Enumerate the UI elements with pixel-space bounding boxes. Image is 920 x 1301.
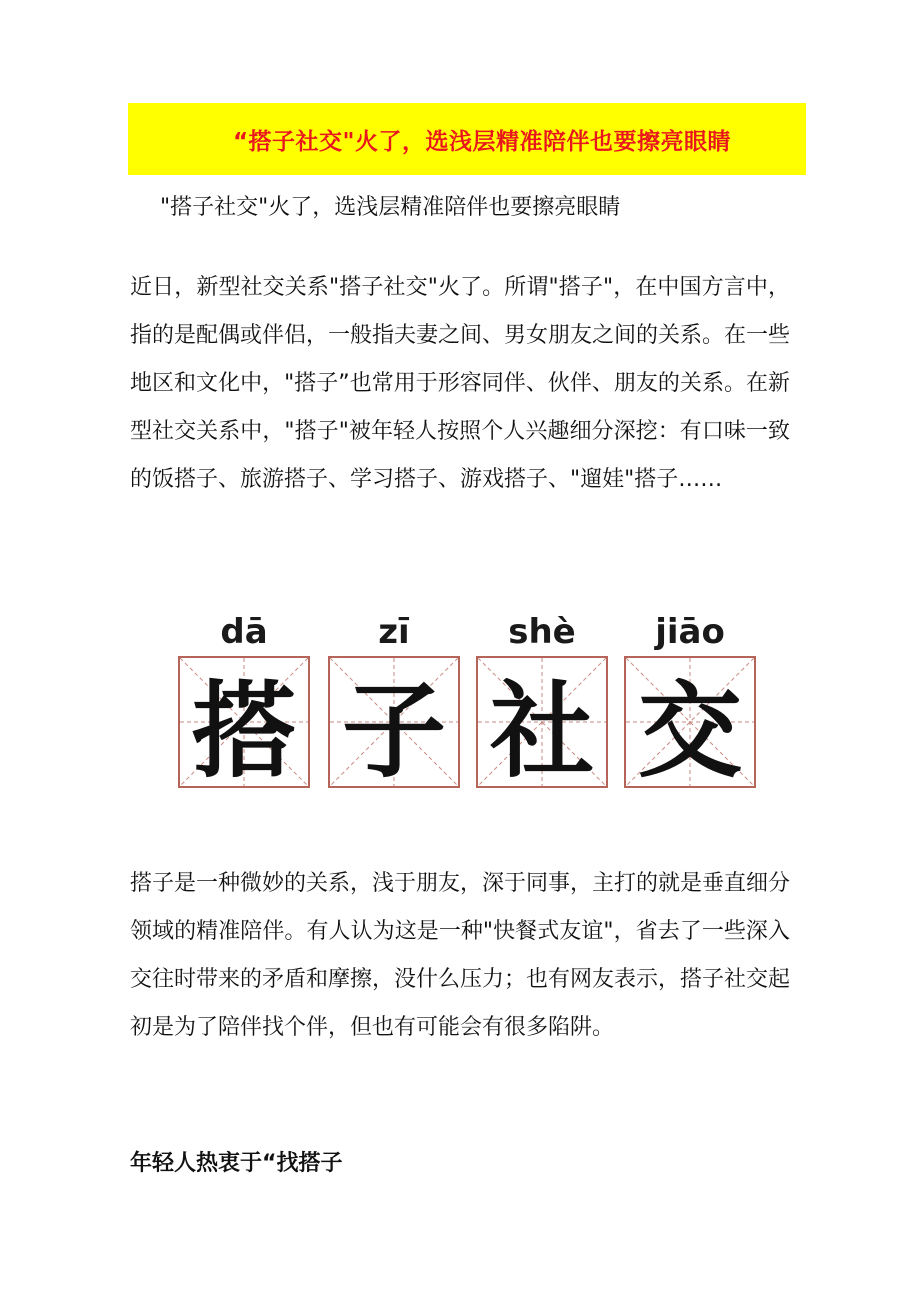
character-cell [476,610,608,792]
hanzi-character: 交 [637,669,742,792]
dazi-shejiao-character-graphic [178,610,756,792]
hanzi-character: 子 [341,669,446,792]
tianzige-grid [178,656,310,792]
tianzige-grid [328,656,460,792]
paragraph-intro: 近日，新型社交关系"搭子社交"火了。所谓"搭子"，在中国方言中，指的是配偶或伴侣，一般指夫妻之间、男女朋友之间的关系。在一些地区和文化中，"搭子”也常用于形容同伴、伙伴、朋友的关系。在新型社交关系中，"搭子"被年轻人按照个人兴趣细分深挖：有口味一致的饭搭子、旅游搭子、学习搭子、游戏搭子、"遛娃"搭子…… [130,275,791,492]
pinyin-label: shè [508,612,576,652]
pinyin-label: dā [220,612,268,652]
tianzige-grid [476,656,608,792]
section-heading: 年轻人热衷于“找搭子 [130,1151,343,1176]
article-subtitle: "搭子社交"火了，选浅层精准陪伴也要擦亮眼睛 [160,195,621,220]
paragraph-dazi-relationship: 搭子是一种微妙的关系，浅于朋友，深于同事，主打的就是垂直细分领域的精准陪伴。有人认为这是一种"快餐式友谊"，省去了一些深入交往时带来的矛盾和摩擦，没什么压力；也有网友表示，搭子社交起初是为了陪伴找个伴，但也有可能会有很多陷阱。 [130,871,791,1040]
character-cell [328,610,460,792]
character-cell [624,610,756,792]
pinyin-label: zī [378,612,410,652]
hanzi-character: 搭 [191,669,296,792]
hanzi-character: 社 [489,669,594,792]
pinyin-label: jiāo [655,612,725,652]
banner-title: “搭子社交"火了，选浅层精准陪伴也要擦亮眼睛 [232,128,732,155]
tianzige-grid [624,656,756,792]
character-cell [178,610,310,792]
title-banner [128,103,806,175]
